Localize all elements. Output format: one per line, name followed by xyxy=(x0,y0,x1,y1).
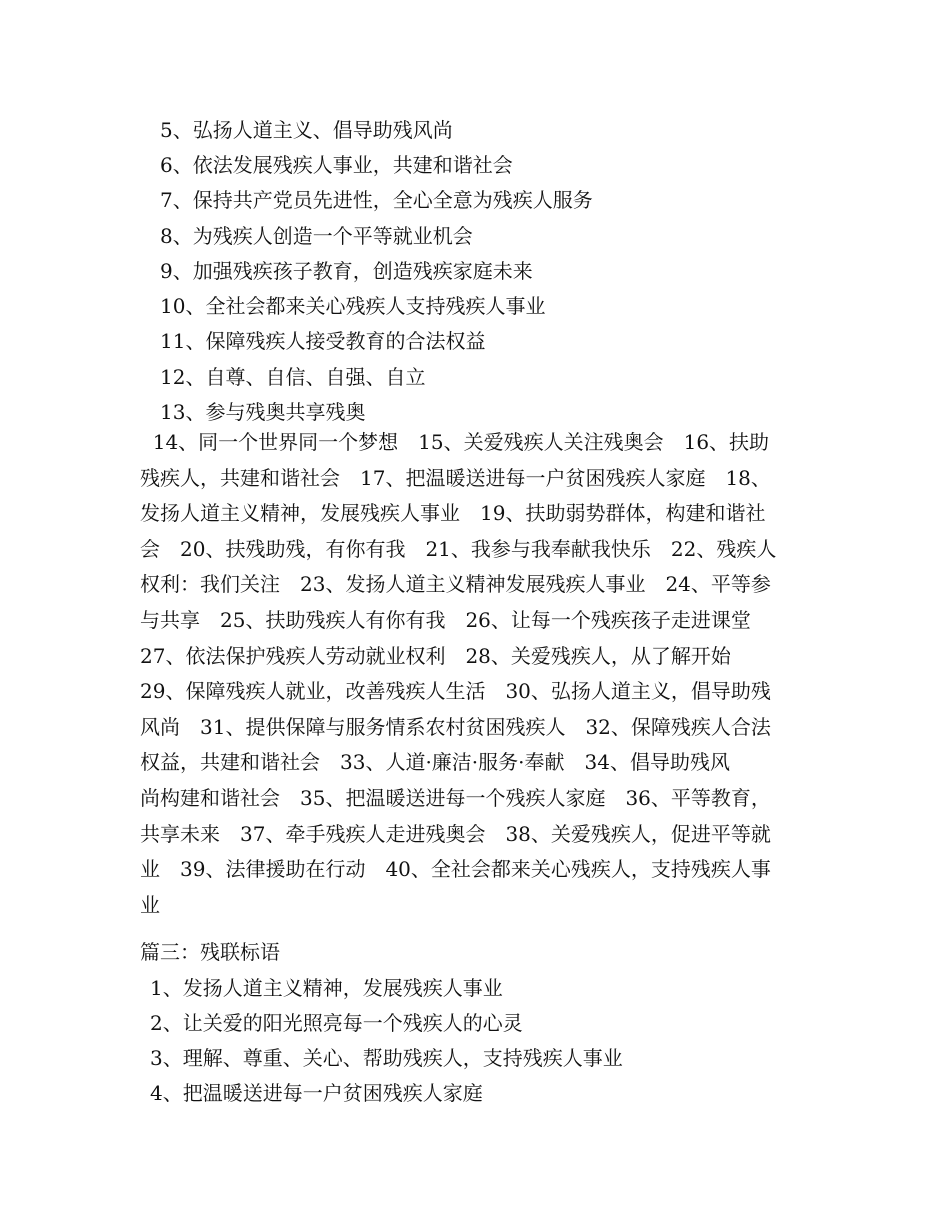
paragraph-line: 尚构建和谐社会 35、把温暖送进每一个残疾人家庭 36、平等教育， xyxy=(140,785,771,810)
list-item-10: 10、全社会都来关心残疾人支持残疾人事业 xyxy=(160,294,546,318)
list-item-13: 13、参与残奥共享残奥 xyxy=(160,400,366,424)
paragraph-line: 业 39、法律援助在行动 40、全社会都来关心残疾人，支持残疾人事 xyxy=(140,857,771,882)
list-item-b4: 4、把温暖送进每一户贫困残疾人家庭 xyxy=(150,1081,483,1105)
list-item-b1: 1、发扬人道主义精神，发展残疾人事业 xyxy=(150,976,503,1000)
list-item-b3: 3、理解、尊重、关心、帮助残疾人，支持残疾人事业 xyxy=(150,1046,623,1070)
list-item-6: 6、依法发展残疾人事业，共建和谐社会 xyxy=(160,153,513,177)
paragraph-line: 风尚 31、提供保障与服务情系农村贫困残疾人 32、保障残疾人合法 xyxy=(140,714,771,739)
paragraph-line: 14、同一个世界同一个梦想 15、关爱残疾人关注残奥会 16、扶助 xyxy=(140,430,770,454)
paragraph-line: 共享未来 37、牵手残疾人走进残奥会 38、关爱残疾人，促进平等就 xyxy=(140,821,771,846)
list-item-7: 7、保持共产党员先进性，全心全意为残疾人服务 xyxy=(160,188,593,212)
list-item-b2: 2、让关爱的阳光照亮每一个残疾人的心灵 xyxy=(150,1011,523,1035)
section-heading: 篇三：残联标语 xyxy=(140,940,280,964)
paragraph-line: 权利：我们关注 23、发扬人道主义精神发展残疾人事业 24、平等参 xyxy=(140,572,771,597)
slogan-paragraph xyxy=(140,428,815,926)
list-item-9: 9、加强残疾孩子教育，创造残疾家庭未来 xyxy=(160,259,533,283)
list-item-12: 12、自尊、自信、自强、自立 xyxy=(160,365,426,389)
paragraph-line: 与共享 25、扶助残疾人有你有我 26、让每一个残疾孩子走进课堂 xyxy=(140,607,751,632)
paragraph-line: 会 20、扶残助残，有你有我 21、我参与我奉献我快乐 22、残疾人 xyxy=(140,536,777,561)
paragraph-line: 残疾人，共建和谐社会 17、把温暖送进每一户贫困残疾人家庭 18、 xyxy=(140,465,771,490)
paragraph-line: 业 xyxy=(140,892,160,917)
paragraph-line: 29、保障残疾人就业，改善残疾人生活 30、弘扬人道主义，倡导助残 xyxy=(140,679,771,704)
paragraph-line: 发扬人道主义精神，发展残疾人事业 19、扶助弱势群体，构建和谐社 xyxy=(140,501,766,526)
list-item-11: 11、保障残疾人接受教育的合法权益 xyxy=(160,329,486,353)
paragraph-line: 权益，共建和谐社会 33、人道·廉洁·服务·奉献 34、倡导助残风 xyxy=(140,750,730,775)
list-item-8: 8、为残疾人创造一个平等就业机会 xyxy=(160,224,473,248)
paragraph-line: 27、依法保护残疾人劳动就业权利 28、关爱残疾人，从了解开始 xyxy=(140,643,731,668)
list-item-5: 5、弘扬人道主义、倡导助残风尚 xyxy=(160,118,453,142)
